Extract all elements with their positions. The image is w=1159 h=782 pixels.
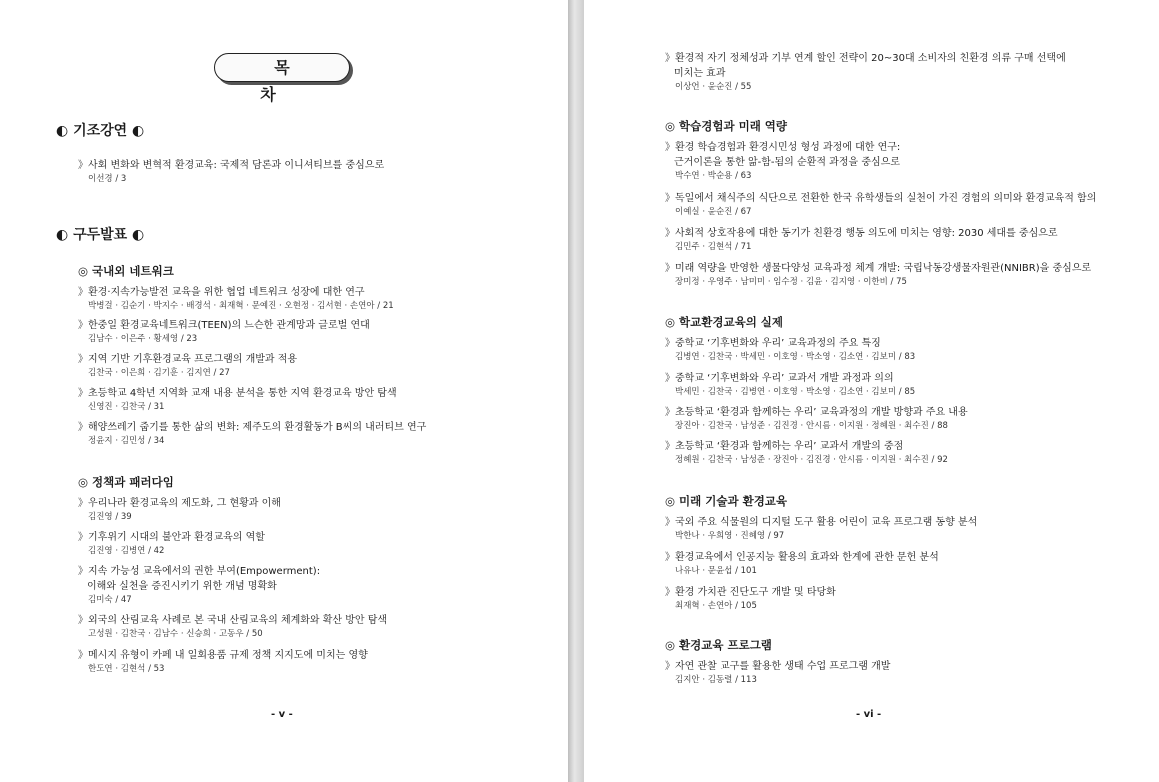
toc-entry[interactable] <box>665 51 1066 94</box>
entry-title: 》국외 주요 식물원의 디지털 도구 활용 어린이 교육 프로그램 동향 분석 <box>665 517 978 528</box>
toc-title-box <box>214 53 350 104</box>
entry-title: 》우리나라 환경교육의 제도화, 그 현황과 이해 <box>78 498 281 509</box>
entry-meta: 이선경 / 3 <box>88 174 127 184</box>
toc-entry[interactable] <box>665 585 836 613</box>
entry-title: 》자연 관찰 교구를 활용한 생태 수업 프로그램 개발 <box>665 661 891 672</box>
entry-title: 》사회적 상호작용에 대한 동기가 친환경 행동 의도에 미치는 영향: 2030 세대를 중심으로 <box>665 228 1058 239</box>
toc-entry[interactable] <box>665 336 915 364</box>
entry-meta: 박병걸 · 김순기 · 박지수 · 배경석 · 최재혁 · 문예진 · 오현정 · 김서현 · 손연아 / 21 <box>88 301 394 311</box>
entry-title-continued: 이해와 실천을 증진시키기 위한 개념 명확화 <box>87 581 277 592</box>
entry-meta: 김진영 · 김병연 / 42 <box>88 546 165 556</box>
toc-entry[interactable] <box>78 318 370 346</box>
entry-meta: 고성원 · 김찬국 · 김남수 · 신승희 · 고동우 / 50 <box>88 629 263 639</box>
toc-entry[interactable] <box>665 439 948 467</box>
section-heading-policy: ◎ 정책과 패러다임 <box>78 475 174 489</box>
toc-entry[interactable] <box>78 648 368 676</box>
toc-entry[interactable] <box>78 530 265 558</box>
toc-entry[interactable] <box>665 550 939 578</box>
toc-entry[interactable] <box>665 191 1096 219</box>
entry-meta: 신영진 · 김찬국 / 31 <box>88 402 165 412</box>
book-gutter <box>568 0 584 782</box>
entry-meta: 김지안 · 김동렬 / 113 <box>675 675 757 685</box>
entry-title: 》미래 역량을 반영한 생물다양성 교육과정 체계 개발: 국립낙동강생물자원관(NNIBR)을 중심으로 <box>665 263 1092 274</box>
toc-entry[interactable] <box>665 226 1058 254</box>
entry-meta: 장미정 · 우영주 · 남미미 · 임수정 · 김윤 · 김지영 · 이한비 / 75 <box>675 277 907 287</box>
section-heading-tech: ◎ 미래 기술과 환경교육 <box>665 494 788 508</box>
entry-title: 》환경교육에서 인공지능 활용의 효과와 한계에 관한 문헌 분석 <box>665 552 939 563</box>
entry-title: 》사회 변화와 변혁적 환경교육: 국제적 담론과 이니셔티브를 중심으로 <box>78 160 385 171</box>
entry-title: 》환경·지속가능발전 교육을 위한 협업 네트워크 성장에 대한 연구 <box>78 287 365 298</box>
entry-meta: 박세민 · 김찬국 · 김병연 · 이호영 · 박소영 · 김소연 · 김보미 / 85 <box>675 387 916 397</box>
entry-title: 》독일에서 채식주의 식단으로 전환한 한국 유학생들의 실천이 가진 경험의 의미와 환경교육적 함의 <box>665 193 1097 204</box>
entry-meta: 한도연 · 김현석 / 53 <box>88 664 165 674</box>
toc-entry[interactable] <box>78 285 394 313</box>
entry-meta: 김미숙 / 47 <box>88 595 132 605</box>
toc-entry[interactable] <box>665 261 1091 289</box>
entry-title: 》환경적 자기 정체성과 기부 연계 할인 전략이 20~30대 소비자의 친환경 의류 구매 선택에 <box>665 53 1066 64</box>
section-heading-program: ◎ 환경교육 프로그램 <box>665 638 772 652</box>
entry-meta: 이상언 · 윤순진 / 55 <box>675 82 752 92</box>
entry-title: 》초등학교 ‘환경과 함께하는 우리’ 교과서 개발의 중점 <box>665 441 904 452</box>
entry-meta: 최재혁 · 손연아 / 105 <box>675 601 757 611</box>
toc-title: 목 차 <box>260 58 318 104</box>
entry-title-continued: 미치는 효과 <box>674 68 726 79</box>
toc-entry[interactable] <box>78 386 397 414</box>
entry-meta: 박수연 · 박순용 / 63 <box>675 171 752 181</box>
entry-title: 》환경 가치관 진단도구 개발 및 타당화 <box>665 587 836 598</box>
entry-title: 》메시지 유형이 카페 내 일회용품 규제 정책 지지도에 미치는 영향 <box>78 650 368 661</box>
entry-meta: 김찬국 · 이은희 · 김기훈 · 김지연 / 27 <box>88 368 230 378</box>
entry-title: 》기후위기 시대의 불안과 환경교육의 역할 <box>78 532 265 543</box>
entry-title: 》초등학교 ‘환경과 함께하는 우리’ 교육과정의 개발 방향과 주요 내용 <box>665 407 968 418</box>
toc-entry[interactable] <box>78 564 320 607</box>
entry-title: 》한중일 환경교육네트워크(TEEN)의 느슨한 관계망과 글로벌 연대 <box>78 320 370 331</box>
entry-meta: 정혜원 · 김찬국 · 남성준 · 장진아 · 김진경 · 안시름 · 이지원 · 최수진 / 92 <box>675 455 948 465</box>
keynote-heading: ◐ 기조강연 ◐ <box>56 123 145 139</box>
entry-title: 》환경 학습경험과 환경시민성 형성 과정에 대한 연구: <box>665 142 901 153</box>
toc-entry[interactable] <box>78 352 297 380</box>
entry-meta: 김진영 / 39 <box>88 512 132 522</box>
section-heading-school: ◎ 학교환경교육의 실제 <box>665 315 784 329</box>
toc-entry[interactable] <box>665 659 890 687</box>
toc-entry[interactable] <box>665 140 900 183</box>
oral-heading: ◐ 구두발표 ◐ <box>56 227 145 243</box>
entry-meta: 김병연 · 김찬국 · 박세민 · 이호영 · 박소영 · 김소연 · 김보미 / 83 <box>675 352 916 362</box>
toc-entry[interactable] <box>78 496 281 524</box>
entry-meta: 박한나 · 우희영 · 진혜영 / 97 <box>675 531 785 541</box>
entry-meta: 김남수 · 이은주 · 황세영 / 23 <box>88 334 198 344</box>
section-heading-network: ◎ 국내외 네트워크 <box>78 264 174 278</box>
toc-entry[interactable] <box>665 371 915 399</box>
page-number: - vi - <box>856 709 882 720</box>
entry-title: 》초등학교 4학년 지역화 교재 내용 분석을 통한 지역 환경교육 방안 탐색 <box>78 388 397 399</box>
entry-title: 》지역 기반 기후환경교육 프로그램의 개발과 적용 <box>78 354 298 365</box>
page-number: - v - <box>271 709 293 720</box>
entry-title: 》해양쓰레기 줍기를 통한 삶의 변화: 제주도의 환경활동가 B씨의 내러티브 연구 <box>78 422 427 433</box>
toc-entry[interactable] <box>665 515 977 543</box>
entry-title: 》중학교 ‘기후변화와 우리’ 교육과정의 주요 특징 <box>665 338 881 349</box>
entry-meta: 정윤지 · 김민성 / 34 <box>88 436 165 446</box>
toc-entry[interactable] <box>78 158 384 186</box>
entry-meta: 이예실 · 윤순진 / 67 <box>675 207 752 217</box>
entry-meta: 나유나 · 문윤섭 / 101 <box>675 566 757 576</box>
entry-title: 》중학교 ‘기후변화와 우리’ 교과서 개발 과정과 의의 <box>665 373 894 384</box>
left-page <box>0 0 568 782</box>
entry-title: 》외국의 산림교육 사례로 본 국내 산림교육의 체계화와 확산 방안 탐색 <box>78 615 388 626</box>
section-heading-learning: ◎ 학습경험과 미래 역량 <box>665 119 788 133</box>
entry-meta: 김민주 · 김현석 / 71 <box>675 242 752 252</box>
toc-entry[interactable] <box>665 405 968 433</box>
toc-entry[interactable] <box>78 420 426 448</box>
toc-entry[interactable] <box>78 613 387 641</box>
entry-title: 》지속 가능성 교육에서의 권한 부여(Empowerment): <box>78 566 321 577</box>
entry-title-continued: 근거이론을 통한 앎-함-됨의 순환적 과정을 중심으로 <box>674 157 900 168</box>
right-page <box>584 0 1159 782</box>
entry-meta: 장진아 · 김찬국 · 남성준 · 김진경 · 안시름 · 이지원 · 정혜원 · 최수진 / 88 <box>675 421 948 431</box>
